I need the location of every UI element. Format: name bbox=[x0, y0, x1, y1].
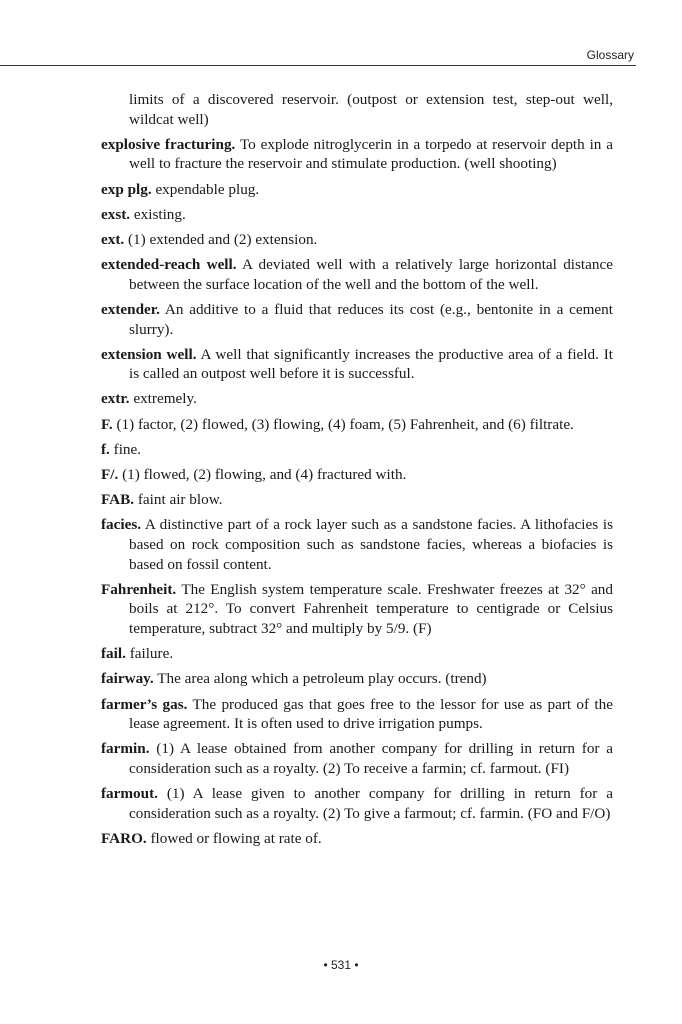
entry-term: extender. bbox=[101, 300, 160, 318]
entry-definition: (1) A lease given to another company for drilling in return for a consideration such as a royalty. (2) To give a farmout; cf. farmin. (FO and F/O) bbox=[129, 785, 613, 822]
glossary-entry bbox=[101, 440, 613, 460]
entry-term: farmout. bbox=[101, 785, 158, 803]
entry-definition: faint air blow. bbox=[137, 491, 223, 509]
entry-definition: To explode nitroglycerin in a torpedo at reservoir depth in a well to fracture the reservoir and stimulate production. (well shooting) bbox=[129, 135, 614, 173]
entry-definition: A deviated well with a relatively large horizontal distance between the surface location of the well and the bottom of the well. bbox=[129, 256, 613, 293]
glossary-entry bbox=[101, 345, 613, 384]
glossary-entry bbox=[101, 415, 613, 435]
continued-definition: limits of a discovered reservoir. (outpost or extension test, step-out well, wildcat well) bbox=[129, 91, 613, 128]
glossary-entry bbox=[101, 580, 613, 639]
entry-term: exst. bbox=[101, 205, 131, 223]
glossary-entry bbox=[101, 300, 613, 339]
entry-term: F/. bbox=[101, 466, 119, 484]
entry-term: F. bbox=[101, 415, 113, 433]
entry-term: fail. bbox=[101, 645, 126, 663]
entry-term: ext. bbox=[101, 230, 125, 248]
entry-definition: failure. bbox=[129, 645, 174, 663]
entry-definition: The English system temperature scale. Freshwater freezes at 32° and boils at 212°. To convert Fahrenheit temperature to centigrade or Celsius temperature, subtract 32° and multiply by 5/9. (F) bbox=[129, 580, 613, 637]
entry-definition: expendable plug. bbox=[155, 180, 260, 198]
glossary-entry bbox=[101, 515, 613, 574]
glossary-entries bbox=[101, 90, 613, 854]
entry-term: FARO. bbox=[101, 829, 147, 847]
entry-definition: The produced gas that goes free to the lessor for use as part of the lease agreement. It is often used to drive irrigation pumps. bbox=[129, 695, 613, 733]
glossary-entry bbox=[101, 205, 613, 225]
entry-term: f. bbox=[101, 440, 110, 458]
entry-definition: A well that significantly increases the productive area of a field. It is called an outpost well before it is successful. bbox=[129, 345, 613, 383]
glossary-entry bbox=[101, 255, 613, 294]
entry-definition: The area along which a petroleum play occurs. (trend) bbox=[157, 670, 487, 688]
entry-term: facies. bbox=[101, 516, 142, 534]
glossary-entry bbox=[101, 784, 613, 823]
entry-definition: (1) flowed, (2) flowing, and (4) fractured with. bbox=[122, 466, 407, 484]
entry-term: FAB. bbox=[101, 491, 135, 509]
glossary-entry bbox=[101, 465, 613, 485]
glossary-entry bbox=[101, 230, 613, 250]
entry-term: extr. bbox=[101, 390, 130, 408]
entry-term: exp plg. bbox=[101, 180, 152, 198]
entry-term: farmer’s gas. bbox=[101, 695, 188, 713]
glossary-entry bbox=[101, 739, 613, 778]
glossary-entry bbox=[101, 695, 613, 734]
glossary-entry bbox=[101, 669, 613, 689]
entry-term: fairway. bbox=[101, 670, 154, 688]
glossary-entry bbox=[101, 644, 613, 664]
glossary-entry bbox=[101, 829, 613, 849]
entry-definition: fine. bbox=[113, 440, 142, 458]
entry-term: explosive fracturing. bbox=[101, 135, 236, 153]
entry-definition: (1) A lease obtained from another company for drilling in return for a consideration such as a royalty. (2) To receive a farmin; cf. farmout. (FI) bbox=[129, 740, 613, 777]
entry-definition: existing. bbox=[133, 205, 186, 223]
entry-definition: A distinctive part of a rock layer such as a sandstone facies. A lithofacies is based on rock composition such as sandstone facies, whereas a biofacies is based on fossil content. bbox=[129, 516, 613, 573]
entry-definition: flowed or flowing at rate of. bbox=[150, 829, 322, 847]
entry-term: Fahrenheit. bbox=[101, 580, 177, 598]
entry-definition: (1) factor, (2) flowed, (3) flowing, (4) foam, (5) Fahrenheit, and (6) filtrate. bbox=[116, 415, 574, 433]
entry-definition: An additive to a fluid that reduces its cost (e.g., bentonite in a cement slurry). bbox=[129, 300, 613, 338]
running-header: Glossary bbox=[586, 48, 634, 62]
page-number: • 531 • bbox=[323, 958, 359, 972]
glossary-entry bbox=[101, 389, 613, 409]
entry-term: extension well. bbox=[101, 345, 197, 363]
entry-definition: extremely. bbox=[133, 390, 197, 408]
entry-term: extended-reach well. bbox=[101, 256, 237, 274]
entry-term: farmin. bbox=[101, 740, 150, 758]
glossary-entry bbox=[101, 135, 613, 174]
glossary-entry bbox=[101, 490, 613, 510]
entry-definition: (1) extended and (2) extension. bbox=[128, 230, 318, 248]
header-divider bbox=[0, 65, 636, 66]
glossary-entry bbox=[101, 180, 613, 200]
